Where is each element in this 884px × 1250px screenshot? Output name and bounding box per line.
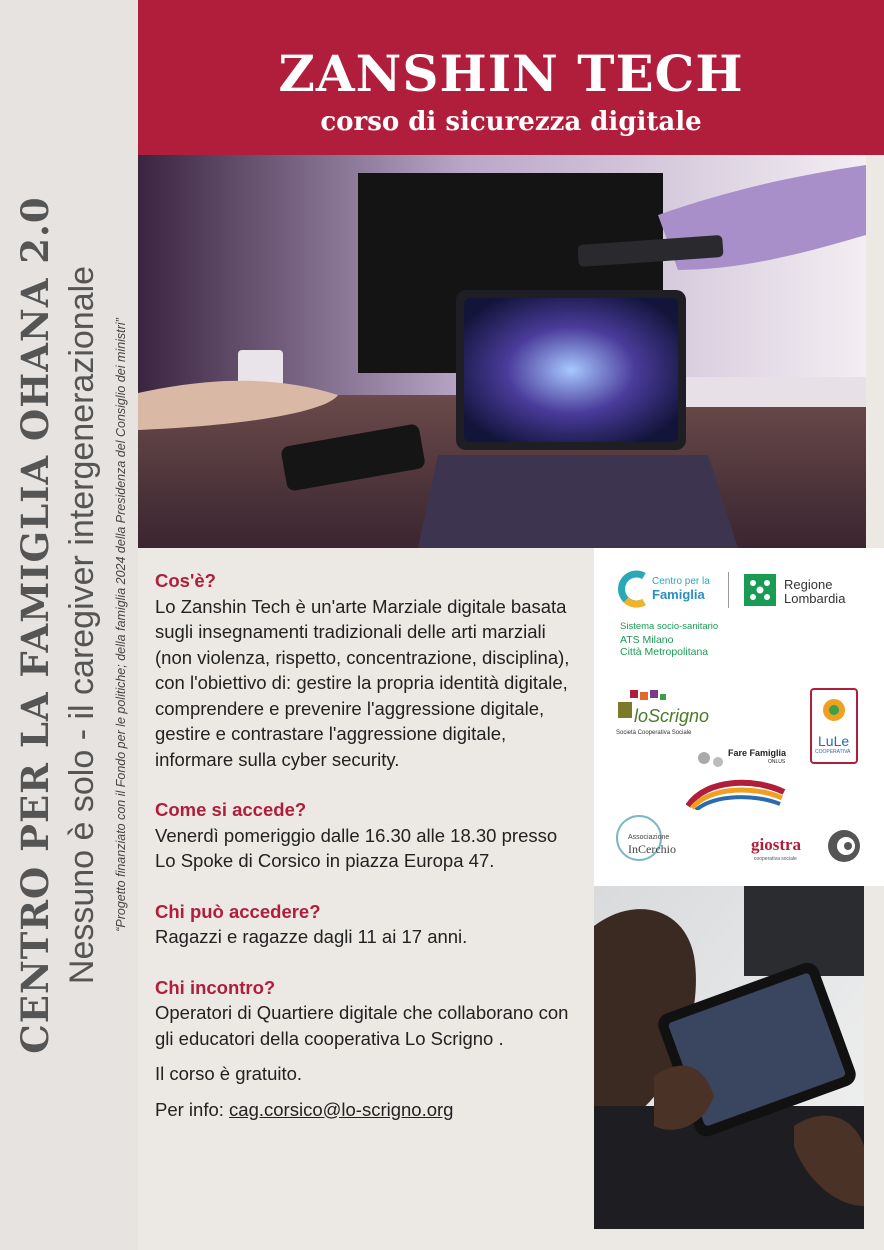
section-what-title: Cos'è? xyxy=(155,570,216,591)
regione-lombardia-icon xyxy=(744,574,776,606)
hero-photo xyxy=(138,155,866,548)
course-info xyxy=(155,568,575,1122)
ats-line2: ATS Milano xyxy=(620,634,674,646)
lule-subtitle: COOPERATIVA xyxy=(815,749,851,755)
partner-logos xyxy=(594,548,884,886)
tablet-user-photo xyxy=(594,886,864,1229)
giostra-subtitle: cooperativa sociale xyxy=(754,856,797,862)
section-what-body: Lo Zanshin Tech è un'arte Marziale digitale basata sugli insegnamenti tradizionali delle arti marziali (non violenza, rispetto, concentrazione, disciplina), con l'obiettivo di: gestire la propria identità digitale, comprendere e prevenire l'aggressione digitale, gestire e contrastare l'aggressione digitale, informare sulla cyber security. xyxy=(155,595,570,770)
contact-label: Per info: xyxy=(155,1098,230,1120)
fare-famiglia-name: Fare Famiglia xyxy=(728,748,787,758)
scrigno-subtitle: Società Cooperativa Sociale xyxy=(616,730,692,736)
section-who-body: Ragazzi e ragazze dagli 11 ai 17 anni. xyxy=(155,926,468,947)
contact-email-link[interactable]: cag.corsico@lo-scrigno.org xyxy=(229,1098,454,1120)
sidebar-strip xyxy=(0,0,138,1250)
page-title: ZANSHIN TECH xyxy=(278,44,744,103)
ats-line3: Città Metropolitana xyxy=(620,646,709,658)
ats-line1: Sistema socio-sanitario xyxy=(620,621,719,632)
scrigno-name: loScrigno xyxy=(634,706,710,726)
contact-line xyxy=(155,1097,575,1123)
section-meet-body: Operatori di Quartiere digitale che collaborano con gli educatori della cooperativa Lo Scrigno . xyxy=(155,1002,569,1049)
sidebar-center-title: CENTRO PER LA FAMIGLIA OHANA 2.0 xyxy=(13,196,57,1054)
logo-divider xyxy=(728,572,729,608)
regione-line1: Regione xyxy=(784,577,833,592)
sidebar-project-subtitle: Nessuno è solo - il caregiver intergenerazionale xyxy=(63,265,101,985)
header-banner xyxy=(138,0,884,155)
free-course-note: Il corso è gratuito. xyxy=(155,1063,303,1084)
cpf-logo-icon xyxy=(618,570,648,608)
fare-famiglia-subtitle: ONLUS xyxy=(768,759,786,765)
giostra-name: giostra xyxy=(751,835,802,854)
flower-icon xyxy=(812,690,856,730)
incerchio-line1: Associazione xyxy=(628,834,670,841)
lule-logo xyxy=(810,688,858,764)
cpf-line2: Famiglia xyxy=(652,587,705,602)
section-who-title: Chi può accedere? xyxy=(155,900,321,922)
section-meet-title: Chi incontro? xyxy=(155,976,276,998)
lule-name: LuLe xyxy=(818,733,850,749)
incerchio-line2: InCerchio xyxy=(628,842,676,856)
tablet-user-illustration xyxy=(594,886,864,1229)
regione-line2: Lombardia xyxy=(784,591,846,606)
sidebar-funding-note: “Progetto finanziato con il Fondo per le politiche; della famiglia 2024 della Presidenza del Consiglio dei ministri” xyxy=(114,318,128,932)
giostra-spiral-icon xyxy=(826,828,862,864)
section-access-title: Come si accede? xyxy=(155,799,307,820)
cpf-line1: Centro per la xyxy=(652,576,710,587)
hero-photo-illustration xyxy=(138,155,866,548)
section-access-body: Venerdì pomeriggio dalle 16.30 alle 18.30 presso Lo Spoke di Corsico in piazza Europa 47. xyxy=(155,824,558,871)
page-subtitle: corso di sicurezza digitale xyxy=(320,107,702,137)
